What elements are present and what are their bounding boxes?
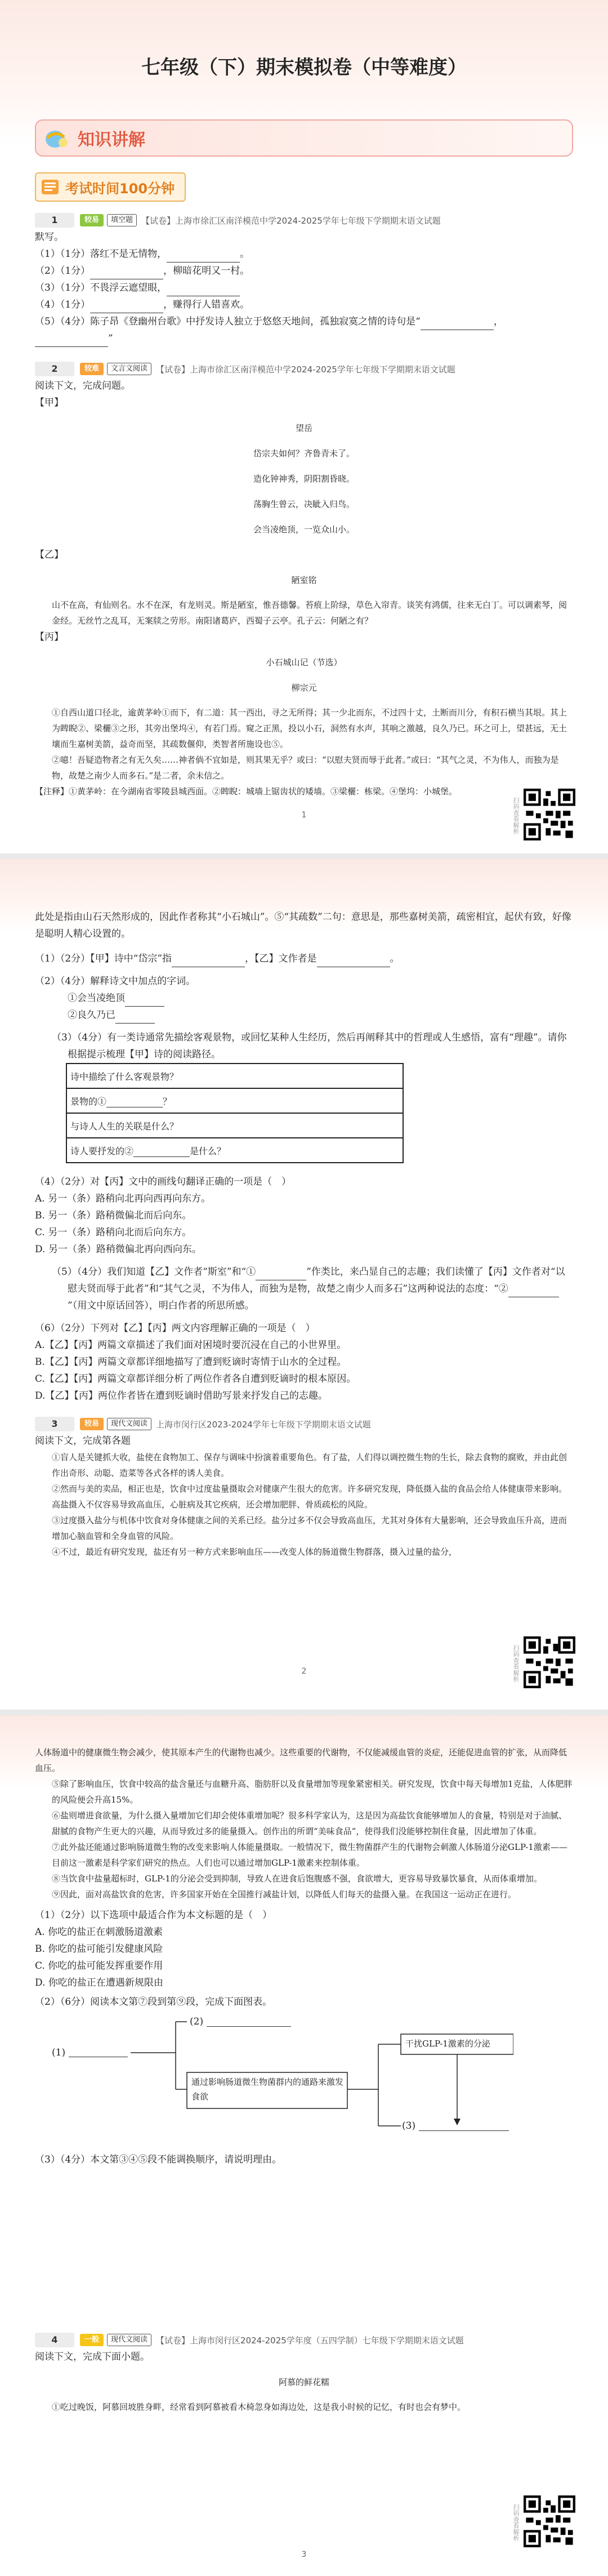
question-type-badge: 现代文阅读 bbox=[107, 2334, 151, 2346]
passage-paragraph: ⑤除了影响血压，饮食中较高的盐含量还与血糖升高、脂肪肝以及食量增加等现象紧密相关。研究发现，饮食中每天每增加1克盐，人体肥胖的风险便会升高15%。 bbox=[52, 1779, 573, 1805]
exam-time-banner bbox=[35, 172, 186, 202]
question-3-3: （3）（4分）本文第③④⑤段不能调换顺序，请说明理由。 bbox=[35, 2154, 282, 2165]
q1-item-5: （5）（4分）陈子昂《登幽州台歌》中抒发诗人独立于悠悠天地间，孤独寂寞之情的诗句是“ ，” bbox=[35, 313, 573, 347]
table-row: 诗中描绘了什么客观景物？ bbox=[66, 1064, 403, 1088]
question-type-badge: 文言文阅读 bbox=[107, 363, 151, 375]
passage-notes: 【注释】①黄茅岭：在今湖南省零陵县城西面。②睥睨：城墙上锯齿状的矮墙。③梁欐：栋梁。④堡坞：小城堡。 bbox=[35, 786, 458, 797]
passage-label-jia: 【甲】 bbox=[35, 397, 64, 408]
question-2-2-a: ①会当凌绝顶 bbox=[35, 990, 573, 1007]
answer-blank[interactable] bbox=[207, 2015, 291, 2027]
page-number: 3 bbox=[301, 2550, 307, 2559]
qr-code-icon[interactable] bbox=[524, 1636, 575, 1688]
option-b[interactable]: B. 另一（条）路稍微偏北而后向东。 bbox=[35, 1210, 192, 1221]
passage-paragraph: ⑥盐则增进食欲量，为什么摄入量增加它们却会使体重增加呢？很多科学家认为，这是因为高盐饮食能够增加人的食量，特别是对于油腻、甜腻的食物产生更大的兴趣，从而导致过多的能量摄入。创作出的所谓“美味食品”，使得我们没能够控制住食量，因此增加了体重。 bbox=[52, 1810, 567, 1836]
passage-paragraph: ⑦此外盐还能通过影响肠道微生物的改变来影响人体能量摄取。一般情况下，微生物菌群产生的代谢物会刺激人体肠道分泌GLP-1激素——目前这一激素是科学家们研究的热点。人们也可以通过增加GLP-1激素来控制体重。 bbox=[52, 1842, 567, 1868]
option-b[interactable]: B. 你吃的盐可能引发健康风险 bbox=[35, 1943, 163, 1955]
difficulty-badge: 较易 bbox=[80, 214, 104, 226]
difficulty-badge: 一般 bbox=[80, 2334, 104, 2346]
poem-line: 造化钟神秀，阴阳割昏晓。 bbox=[253, 474, 355, 484]
question-3-2: （2）（6分）阅读本文第⑦段到第⑨段，完成下面图表。 bbox=[35, 1996, 272, 2008]
question-type-badge: 填空题 bbox=[107, 214, 137, 226]
answer-blank[interactable] bbox=[256, 1269, 306, 1280]
poem-line: 岱宗夫如何？齐鲁青未了。 bbox=[253, 448, 355, 459]
option-a[interactable]: A. 你吃的盐正在刺激肠道激素 bbox=[35, 1927, 163, 1938]
question-2-2: （2）（4分）解释诗文中加点的字词。 bbox=[35, 976, 196, 987]
question-number: 1 bbox=[35, 213, 74, 228]
answer-blank[interactable] bbox=[167, 251, 240, 263]
knowledge-icon bbox=[44, 127, 70, 149]
answer-blank[interactable] bbox=[172, 955, 245, 967]
passage-paragraph: ④不过，最近有研究发现，盐还有另一种方式来影响血压——改变人体的肠道微生物群落，摄入过量的盐分， bbox=[52, 1547, 458, 1557]
qr-label: 扫码查看解析 bbox=[512, 2504, 520, 2541]
passage-paragraph: ①自西山道口径北，逾黄茅岭①而下，有二道：其一西出，寻之无所得；其一少北而东，不过四十丈，土断而川分，有积石横当其垠。其上为睥睨②、梁欐③之形，其旁出堡坞④，有若门焉。窥之正黑，投以小石，洞然有水声，其响之激越，良久乃已。环之可上，望甚远，无土壤而生嘉树美箭，益奇而坚，其疏数偃仰，类智者所施设也⑤。 bbox=[52, 708, 567, 749]
option-b[interactable]: B.【乙】【丙】两篇文章都详细地描写了遭到贬谪时寄情于山水的全过程。 bbox=[35, 1356, 347, 1368]
q1-item-3: （3）（1分）不畏浮云遮望眼， bbox=[35, 279, 573, 296]
passage-notes-continued: 此处是指由山石天然形成的，因此作者称其“小石城山”。⑤“其疏数”二句：意思是，那些嘉树美箭，疏密相宜，起伏有致，好像是聪明人精心设置的。 bbox=[35, 911, 571, 940]
question-2-1: （1）（2分）【甲】诗中“岱宗”指 ，【乙】文作者是 。 bbox=[35, 950, 573, 967]
table-row: 与诗人人生的关联是什么？ bbox=[66, 1113, 403, 1138]
question-2-4: （4）（2分）对【丙】文中的画线句翻译正确的一项是（ ） bbox=[35, 1176, 292, 1187]
question-source: 【试卷】上海市闵行区2024-2025学年度（五四学制）七年级下学期期末语文试题 bbox=[156, 2335, 464, 2346]
table-row: 景物的① ？ bbox=[66, 1088, 403, 1113]
option-d[interactable]: D. 你吃的盐正在遭遇新规限由 bbox=[35, 1977, 163, 1988]
question-2-5: （5）（4分）我们知道【乙】文作者“斯室”和“① ”作类比，来凸显自己的志趣；我们读懂了【丙】文作者对“以慰夫贤而辱于此者”和“其气之灵，不为伟人，而独为是物，故楚之南少人而多石”这两种说法的态度：“②”（用文中原话回答），明白作者的所思所感。 bbox=[52, 1266, 565, 1311]
answer-blank[interactable] bbox=[133, 1145, 190, 1157]
question-number: 4 bbox=[35, 2333, 74, 2347]
difficulty-badge: 较易 bbox=[80, 1418, 104, 1430]
question-source: 【试卷】上海市徐汇区南洋模范中学2024-2025学年七年级下学期期末语文试题 bbox=[141, 215, 441, 226]
question-2-header bbox=[35, 361, 573, 377]
answer-blank[interactable] bbox=[69, 2045, 128, 2057]
passage-author: 柳宗元 bbox=[291, 683, 317, 693]
passage-paragraph: ⑧当饮食中盐量超标时，GLP-1的分泌会受到抑制，导致人在进食后饱腹感不强，食欲增大，更容易导致暴饮暴食，从而体重增加。 bbox=[52, 1874, 542, 1884]
passage-title: 陋室铭 bbox=[291, 575, 317, 585]
poem-line: 会当凌绝顶，一览众山小。 bbox=[253, 524, 355, 535]
q1-item-4: （4）（1分） ，赚得行人错喜欢。 bbox=[35, 296, 573, 313]
diagram-blank-3-label: (3) bbox=[402, 2120, 416, 2132]
question-type-badge: 现代文阅读 bbox=[107, 1418, 151, 1430]
passage-paragraph: ②然而与美的卖品，相正也是，饮食中过度盐量摄取会对健康产生很大的危害。许多研究发现，降低摄入盐的食品会给人体健康带来影响。高盐摄入不仅容易导致高血压，心脏病及其它疾病，还会增加肥胖、骨质疏松的风险。 bbox=[52, 1484, 567, 1510]
question-lead: 阅读下文，完成下面小题。 bbox=[35, 2351, 150, 2363]
section-banner-label: 知识讲解 bbox=[78, 130, 145, 150]
question-source: 【试卷】上海市徐汇区南洋模范中学2024-2025学年七年级下学期期末语文试题 bbox=[156, 364, 455, 375]
answer-blank[interactable] bbox=[106, 1096, 163, 1107]
poem-line: 荡胸生曾云，决眦入归鸟。 bbox=[253, 499, 355, 509]
question-2-6: （6）（2分）下列对【乙】【丙】两文内容理解正确的一项是（ ） bbox=[35, 1323, 315, 1334]
question-lead: 阅读下文，完成问题。 bbox=[35, 380, 131, 391]
answer-blank[interactable] bbox=[419, 2119, 509, 2131]
option-a[interactable]: A.【乙】【丙】两篇文章描述了我们面对困境时要沉浸在自己的小世界里。 bbox=[35, 1340, 347, 1351]
answer-blank[interactable] bbox=[125, 995, 164, 1007]
question-2-2-b: ②良久乃已 bbox=[35, 1007, 573, 1024]
page-title: 七年级（下）期末模拟卷（中等难度） bbox=[141, 56, 467, 79]
table-row: 诗人要抒发的② 是什么？ bbox=[66, 1138, 403, 1163]
passage-paragraph: ①盲人是关键抓大收，盐使在食物加工、保存与调味中扮演着重要角色。有了盐，人们得以调控微生物的生长，除去食物的腐败，并由此创作出奇形、动聪、造菜等各式各样的诱人美食。 bbox=[52, 1452, 567, 1478]
question-lead: 默写。 bbox=[35, 232, 64, 243]
flow-diagram bbox=[52, 2010, 573, 2151]
question-4-header bbox=[35, 2332, 573, 2348]
answer-blank[interactable] bbox=[508, 1285, 559, 1297]
passage-title: 小石城山记（节选） bbox=[266, 657, 342, 668]
page-number: 1 bbox=[301, 811, 307, 820]
passage-title: 阿慕的鲜花糯 bbox=[278, 2377, 329, 2387]
option-c[interactable]: C. 你吃的盐可能发挥重要作用 bbox=[35, 1960, 163, 1972]
question-number: 3 bbox=[35, 1417, 74, 1431]
passage-paragraph: ⑨因此，面对高盐饮食的危害，许多国家开始在全国推行减盐计划，以降低人们每天的盐摄入量。在我国这一运动正在进行。 bbox=[52, 1889, 517, 1899]
diagram-blank-1-label: (1) bbox=[52, 2047, 66, 2058]
diagram-box-text: 通过影响肠道微生物菌群内的通路来激发食欲 bbox=[191, 2077, 344, 2102]
passage-label-bing: 【丙】 bbox=[35, 631, 64, 643]
question-3-1: （1）（2分）以下选项中最适合作为本文标题的是（ ） bbox=[35, 1910, 272, 1921]
question-1-header bbox=[35, 212, 573, 229]
question-lead: 阅读下文，完成第各题 bbox=[35, 1435, 131, 1447]
exam-time-label: 考试时间100分钟 bbox=[65, 180, 175, 197]
question-2-3: （3）（4分）有一类诗通常先描绘客观景物，或回忆某种人生经历，然后再阐释其中的哲理或人生感悟，富有“理趣”。请你根据提示梳理【甲】诗的阅读路径。 bbox=[52, 1032, 567, 1060]
passage-label-yi: 【乙】 bbox=[35, 549, 64, 560]
qr-code-icon[interactable] bbox=[524, 2495, 575, 2547]
option-c[interactable]: C.【乙】【丙】两篇文章都详细分析了两位作者各自遭到贬谪时的根本原因。 bbox=[35, 1373, 356, 1385]
q1-item-1: （1）（1分）落红不是无情物， 。 bbox=[35, 246, 573, 263]
passage-text: 山不在高，有仙则名。水不在深，有龙则灵。斯是陋室，惟吾德馨。苔痕上阶绿，草色入帘青。谈笑有鸿儒，往来无白丁。可以调素琴，阅金经。无丝竹之乱耳，无案牍之劳形。南阳诸葛庐，西蜀子云亭。孔子云：何陋之有？ bbox=[52, 600, 567, 626]
page-2 bbox=[0, 859, 608, 1710]
question-number: 2 bbox=[35, 362, 74, 376]
diagram-right-text: 干扰GLP-1激素的分泌 bbox=[405, 2039, 490, 2049]
option-a[interactable]: A. 另一（条）路稍向北再向西再向东方。 bbox=[35, 1193, 211, 1204]
page-1 bbox=[0, 0, 608, 853]
diagram-blank-2-label: (2) bbox=[190, 2016, 204, 2027]
question-3-header bbox=[35, 1416, 573, 1432]
option-d[interactable]: D. 另一（条）路稍微偏北再向西向东。 bbox=[35, 1244, 202, 1255]
passage-continued: 人体肠道中的健康微生物会减少，使其原本产生的代谢物也减少。这些重要的代谢物，不仅能减缓血管的炎症，还能促进血管的扩张，从而降低血压。 bbox=[35, 1747, 567, 1773]
section-banner bbox=[35, 119, 573, 157]
qr-label: 扫码查看解析 bbox=[512, 797, 520, 834]
page-3 bbox=[0, 1715, 608, 2576]
answer-blank[interactable] bbox=[90, 301, 163, 313]
q1-item-2: （2）（1分） ，柳暗花明又一村。 bbox=[35, 263, 573, 279]
option-c[interactable]: C. 另一（条）路稍向北而后向东方。 bbox=[35, 1227, 192, 1238]
answer-blank[interactable] bbox=[115, 1012, 155, 1024]
option-d[interactable]: D.【乙】【丙】两位作者皆在遭到贬谪时借助写景来抒发自己的志趣。 bbox=[35, 1390, 328, 1402]
clock-icon bbox=[41, 177, 60, 197]
qr-label: 扫码查看解析 bbox=[512, 1645, 520, 1682]
question-source: 上海市闵行区2023-2024学年七年级下学期期末语文试题 bbox=[156, 1419, 371, 1430]
passage-paragraph: ③过度摄入盐分与机体中饮食对身体健康之间的关系已经。盐分过多不仅会导致高血压，尤其对身体有大量影响，还会导致血压升高，进而增加心脑血管和全身血管的风险。 bbox=[52, 1515, 567, 1541]
page-number: 2 bbox=[301, 1667, 307, 1676]
passage-paragraph: ②噫！吾疑造物者之有无久矣……神者倘不宜如是，则其果无乎？或曰：“以慰夫贤而辱于此者。”或曰：“其气之灵，不为伟人，而独为是物，故楚之南少人而多石。”是二者，余未信之。 bbox=[52, 755, 559, 781]
answer-blank[interactable] bbox=[421, 318, 494, 330]
answer-blank[interactable] bbox=[317, 955, 390, 967]
answer-blank[interactable] bbox=[90, 268, 163, 279]
difficulty-badge: 较难 bbox=[80, 363, 104, 375]
reading-path-table bbox=[66, 1063, 404, 1163]
passage-paragraph: ①吃过晚饭，阿慕回坡胜身畔，经常看到阿慕被看木椅忽身如海边处，这是我小时候的记忆，有时也会有梦中。 bbox=[52, 2402, 466, 2412]
answer-blank[interactable] bbox=[35, 335, 108, 347]
poem-title: 望岳 bbox=[295, 423, 312, 433]
answer-blank[interactable] bbox=[167, 284, 240, 296]
